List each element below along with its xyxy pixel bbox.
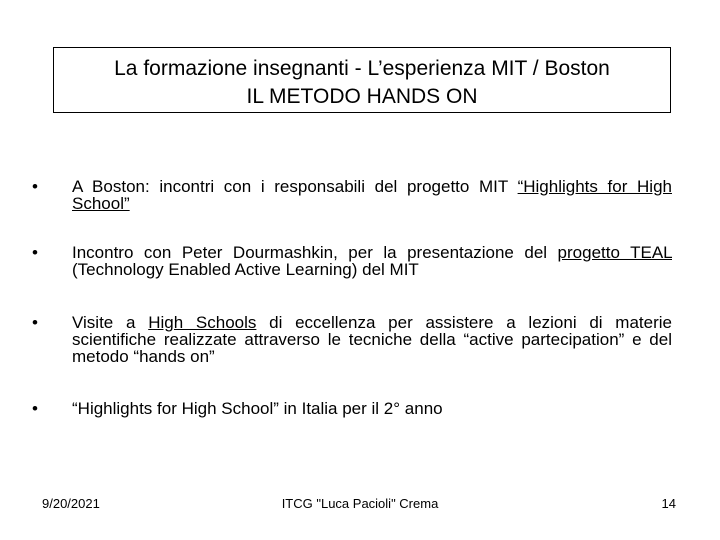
bullet-item-2	[32, 244, 672, 278]
footer-page-number: 14	[661, 496, 676, 511]
bullet-item-3	[32, 314, 672, 365]
bullet-text	[72, 178, 672, 212]
bullet-text	[72, 400, 672, 417]
bullet-text-part: “Highlights for High School” in Italia per il 2° anno	[72, 399, 443, 418]
footer-date: 9/20/2021	[42, 496, 100, 511]
bullet-link-highlights: “Highlights for High School”	[72, 177, 672, 213]
bullet-item-1	[32, 178, 672, 212]
bullet-text-part: Incontro con Peter Dourmashkin, per la presentazione del	[72, 243, 558, 262]
bullet-item-4	[32, 400, 672, 417]
bullet-marker: •	[32, 399, 38, 418]
bullet-text-part: Visite a	[72, 313, 149, 332]
bullet-text-part: di eccellenza per assistere a lezioni di materie scientifiche realizzate attraverso le tecniche della “active partecipation” e del metodo “hands on”	[72, 313, 672, 366]
bullet-marker: •	[32, 243, 38, 262]
bullet-text	[72, 244, 672, 278]
footer-organization: ITCG "Luca Pacioli" Crema	[281, 496, 439, 511]
bullet-text	[72, 314, 672, 365]
slide-subtitle: IL METODO HANDS ON	[246, 85, 478, 108]
slide-title-box	[53, 47, 671, 113]
bullet-marker: •	[32, 177, 38, 196]
bullet-link-teal: progetto TEAL	[557, 243, 672, 262]
bullet-marker: •	[32, 313, 38, 332]
bullet-text-part: (Technology Enabled Active Learning) del MIT	[72, 260, 419, 279]
bullet-link-high-schools: High Schools	[148, 313, 257, 332]
slide-title: La formazione insegnanti - L’esperienza MIT / Boston	[114, 57, 610, 80]
bullet-text-part: A Boston: incontri con i responsabili del progetto MIT	[72, 177, 518, 196]
